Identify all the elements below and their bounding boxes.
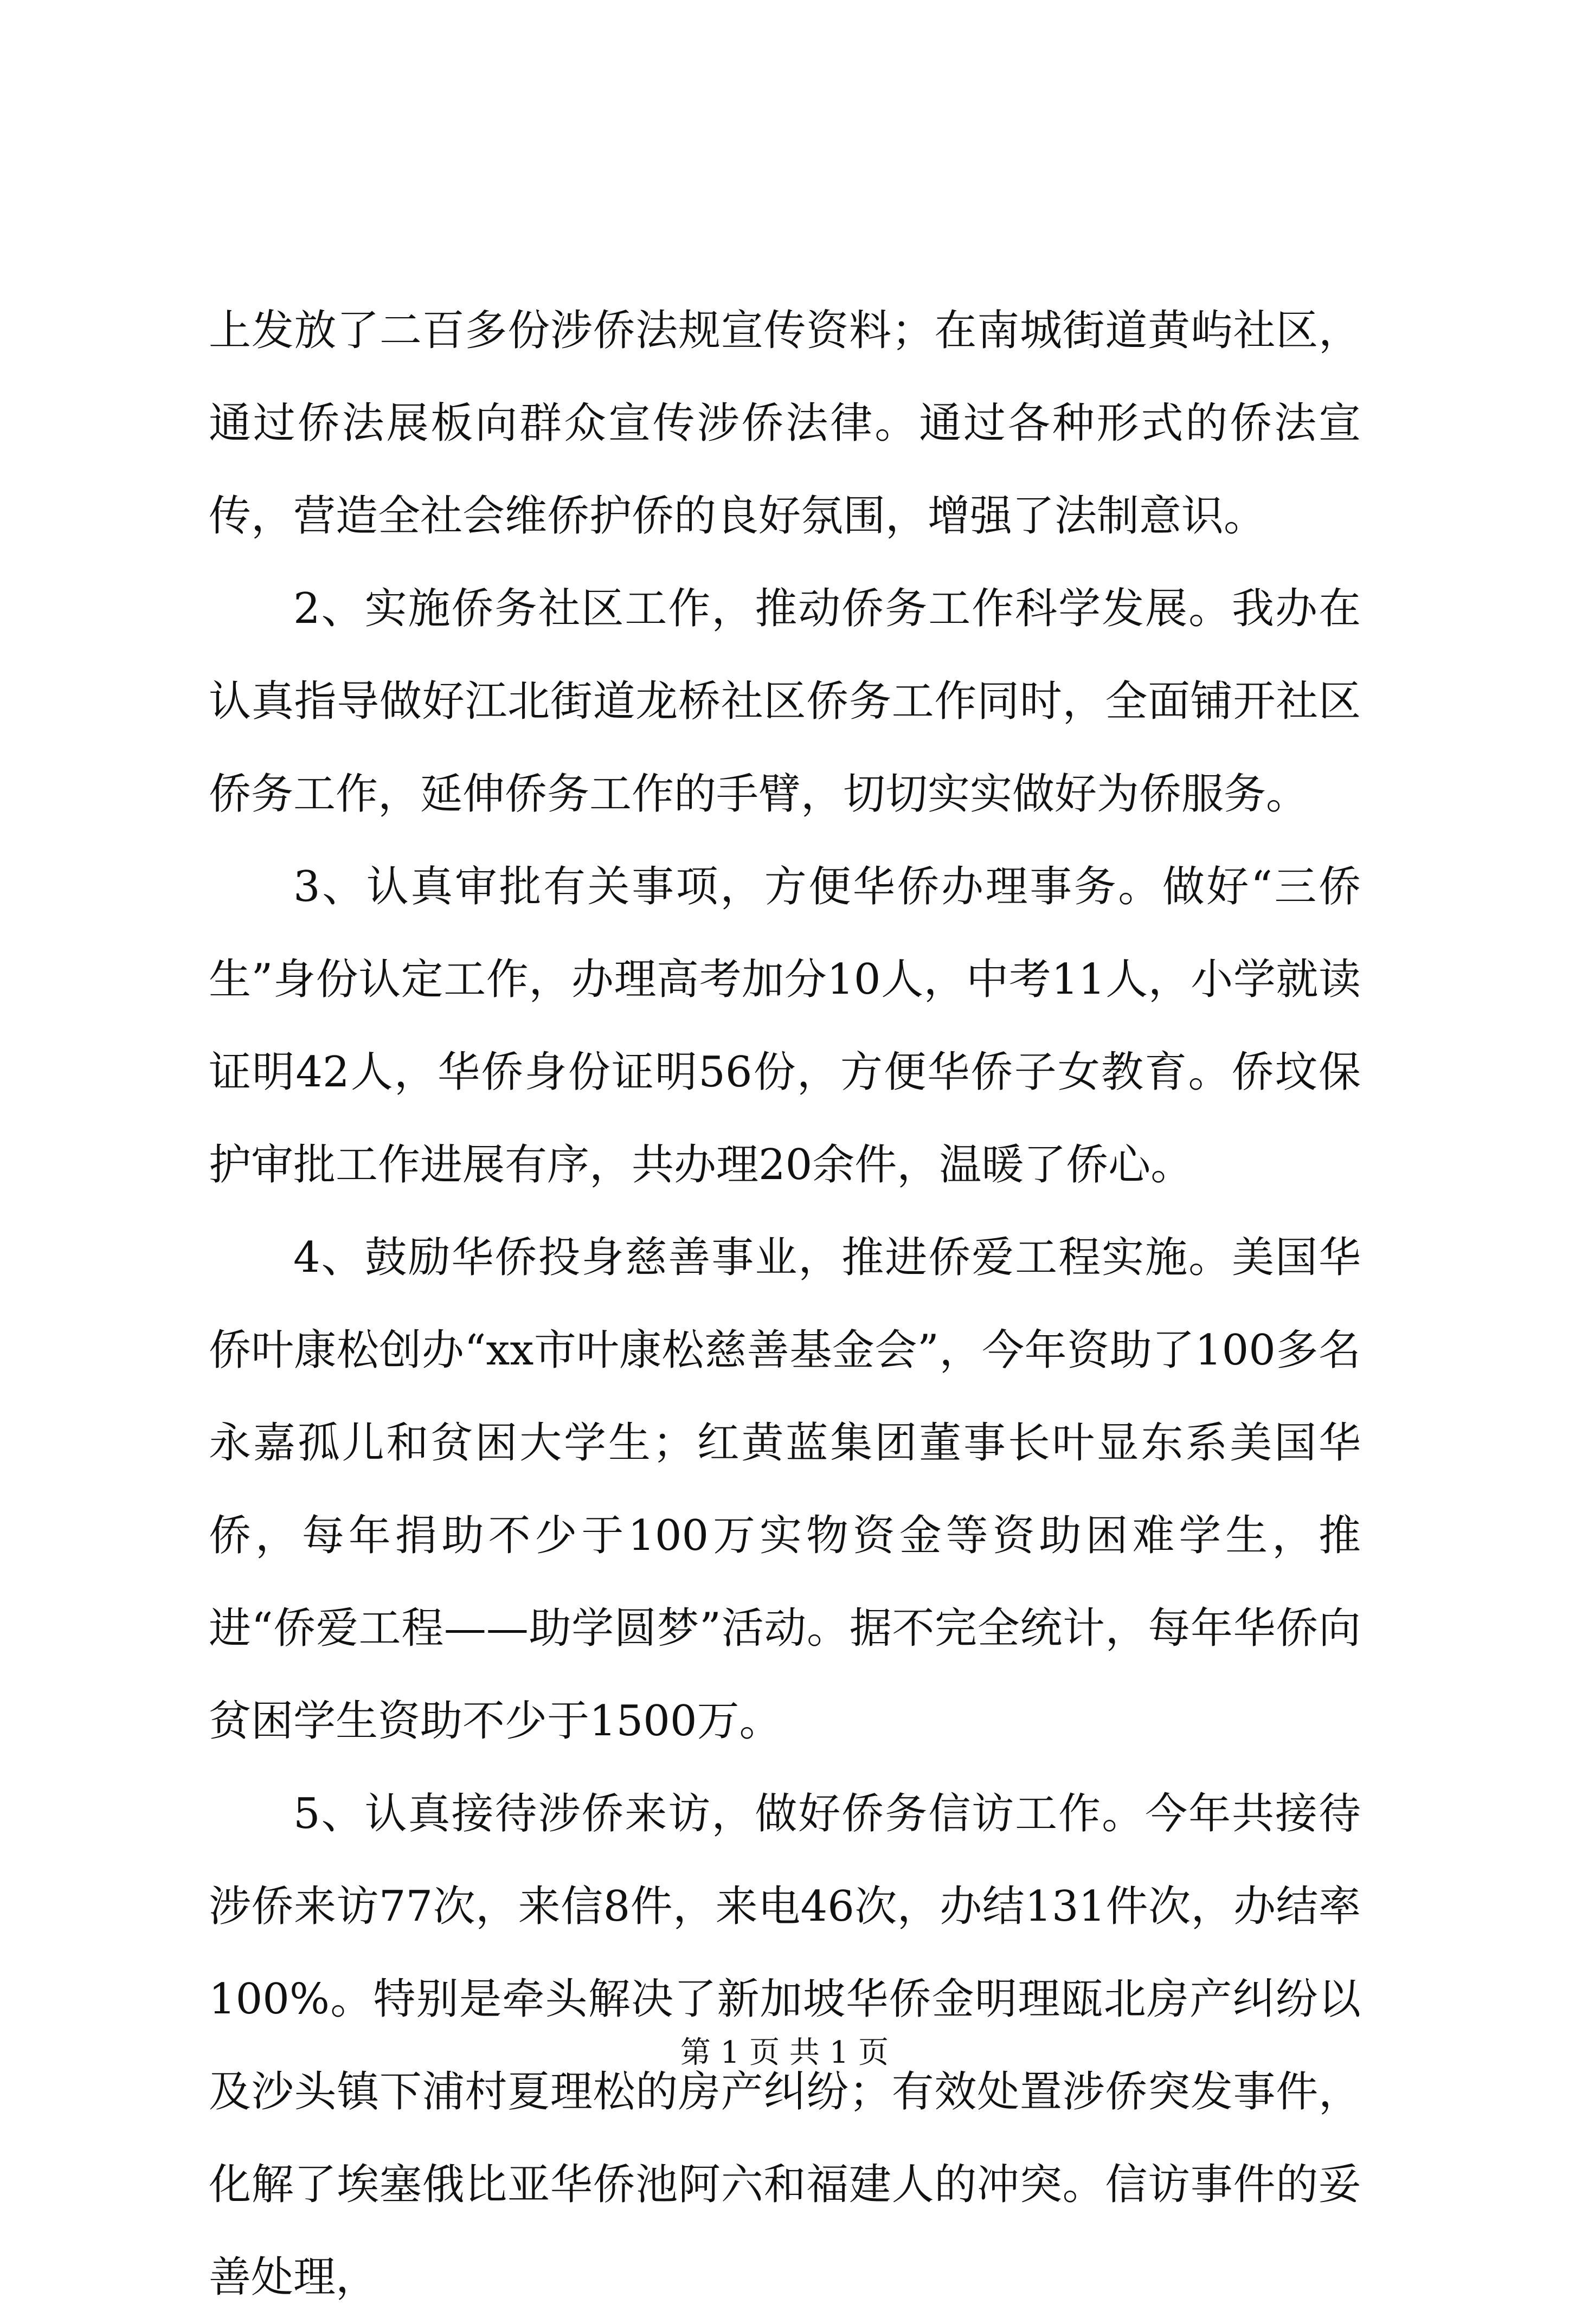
document-body <box>209 285 1361 2324</box>
paragraph-3: 3、认真审批有关事项，方便华侨办理事务。做好“三侨生”身份认定工作，办理高考加分10人，中考11人，小学就读证明42人，华侨身份证明56份，方便华侨子女教育。侨坟保护审批工作进展有序，共办理20余件，温暖了侨心。 <box>209 862 1361 1189</box>
page-number-label: 第 1 页 共 1 页 <box>680 2035 889 2070</box>
page-footer <box>0 2034 1569 2072</box>
paragraph-5: 5、认真接待涉侨来访，做好侨务信访工作。今年共接待涉侨来访77次，来信8件，来电46次，办结131件次，办结率100%。特别是牵头解决了新加坡华侨金明理瓯北房产纠纷以及沙头镇下浦村夏理松的房产纠纷；有效处置涉侨突发事件，化解了埃塞俄比亚华侨池阿六和福建人的冲突。信访事件的妥善处理， <box>209 1789 1361 2302</box>
paragraph-1: 上发放了二百多份涉侨法规宣传资料；在南城街道黄屿社区，通过侨法展板向群众宣传涉侨法律。通过各种形式的侨法宣传，营造全社会维侨护侨的良好氛围，增强了法制意识。 <box>209 306 1361 540</box>
paragraph-2: 2、实施侨务社区工作，推动侨务工作科学发展。我办在认真指导做好江北街道龙桥社区侨务工作同时，全面铺开社区侨务工作，延伸侨务工作的手臂，切切实实做好为侨服务。 <box>209 584 1361 819</box>
paragraph-4: 4、鼓励华侨投身慈善事业，推进侨爱工程实施。美国华侨叶康松创办“xx市叶康松慈善基金会”，今年资助了100多名永嘉孤儿和贫困大学生；红黄蓝集团董事长叶显东系美国华侨，每年捐助不少于100万实物资金等资助困难学生，推进“侨爱工程——助学圆梦”活动。据不完全统计，每年华侨向贫困学生资助不少于1500万。 <box>209 1233 1361 1746</box>
